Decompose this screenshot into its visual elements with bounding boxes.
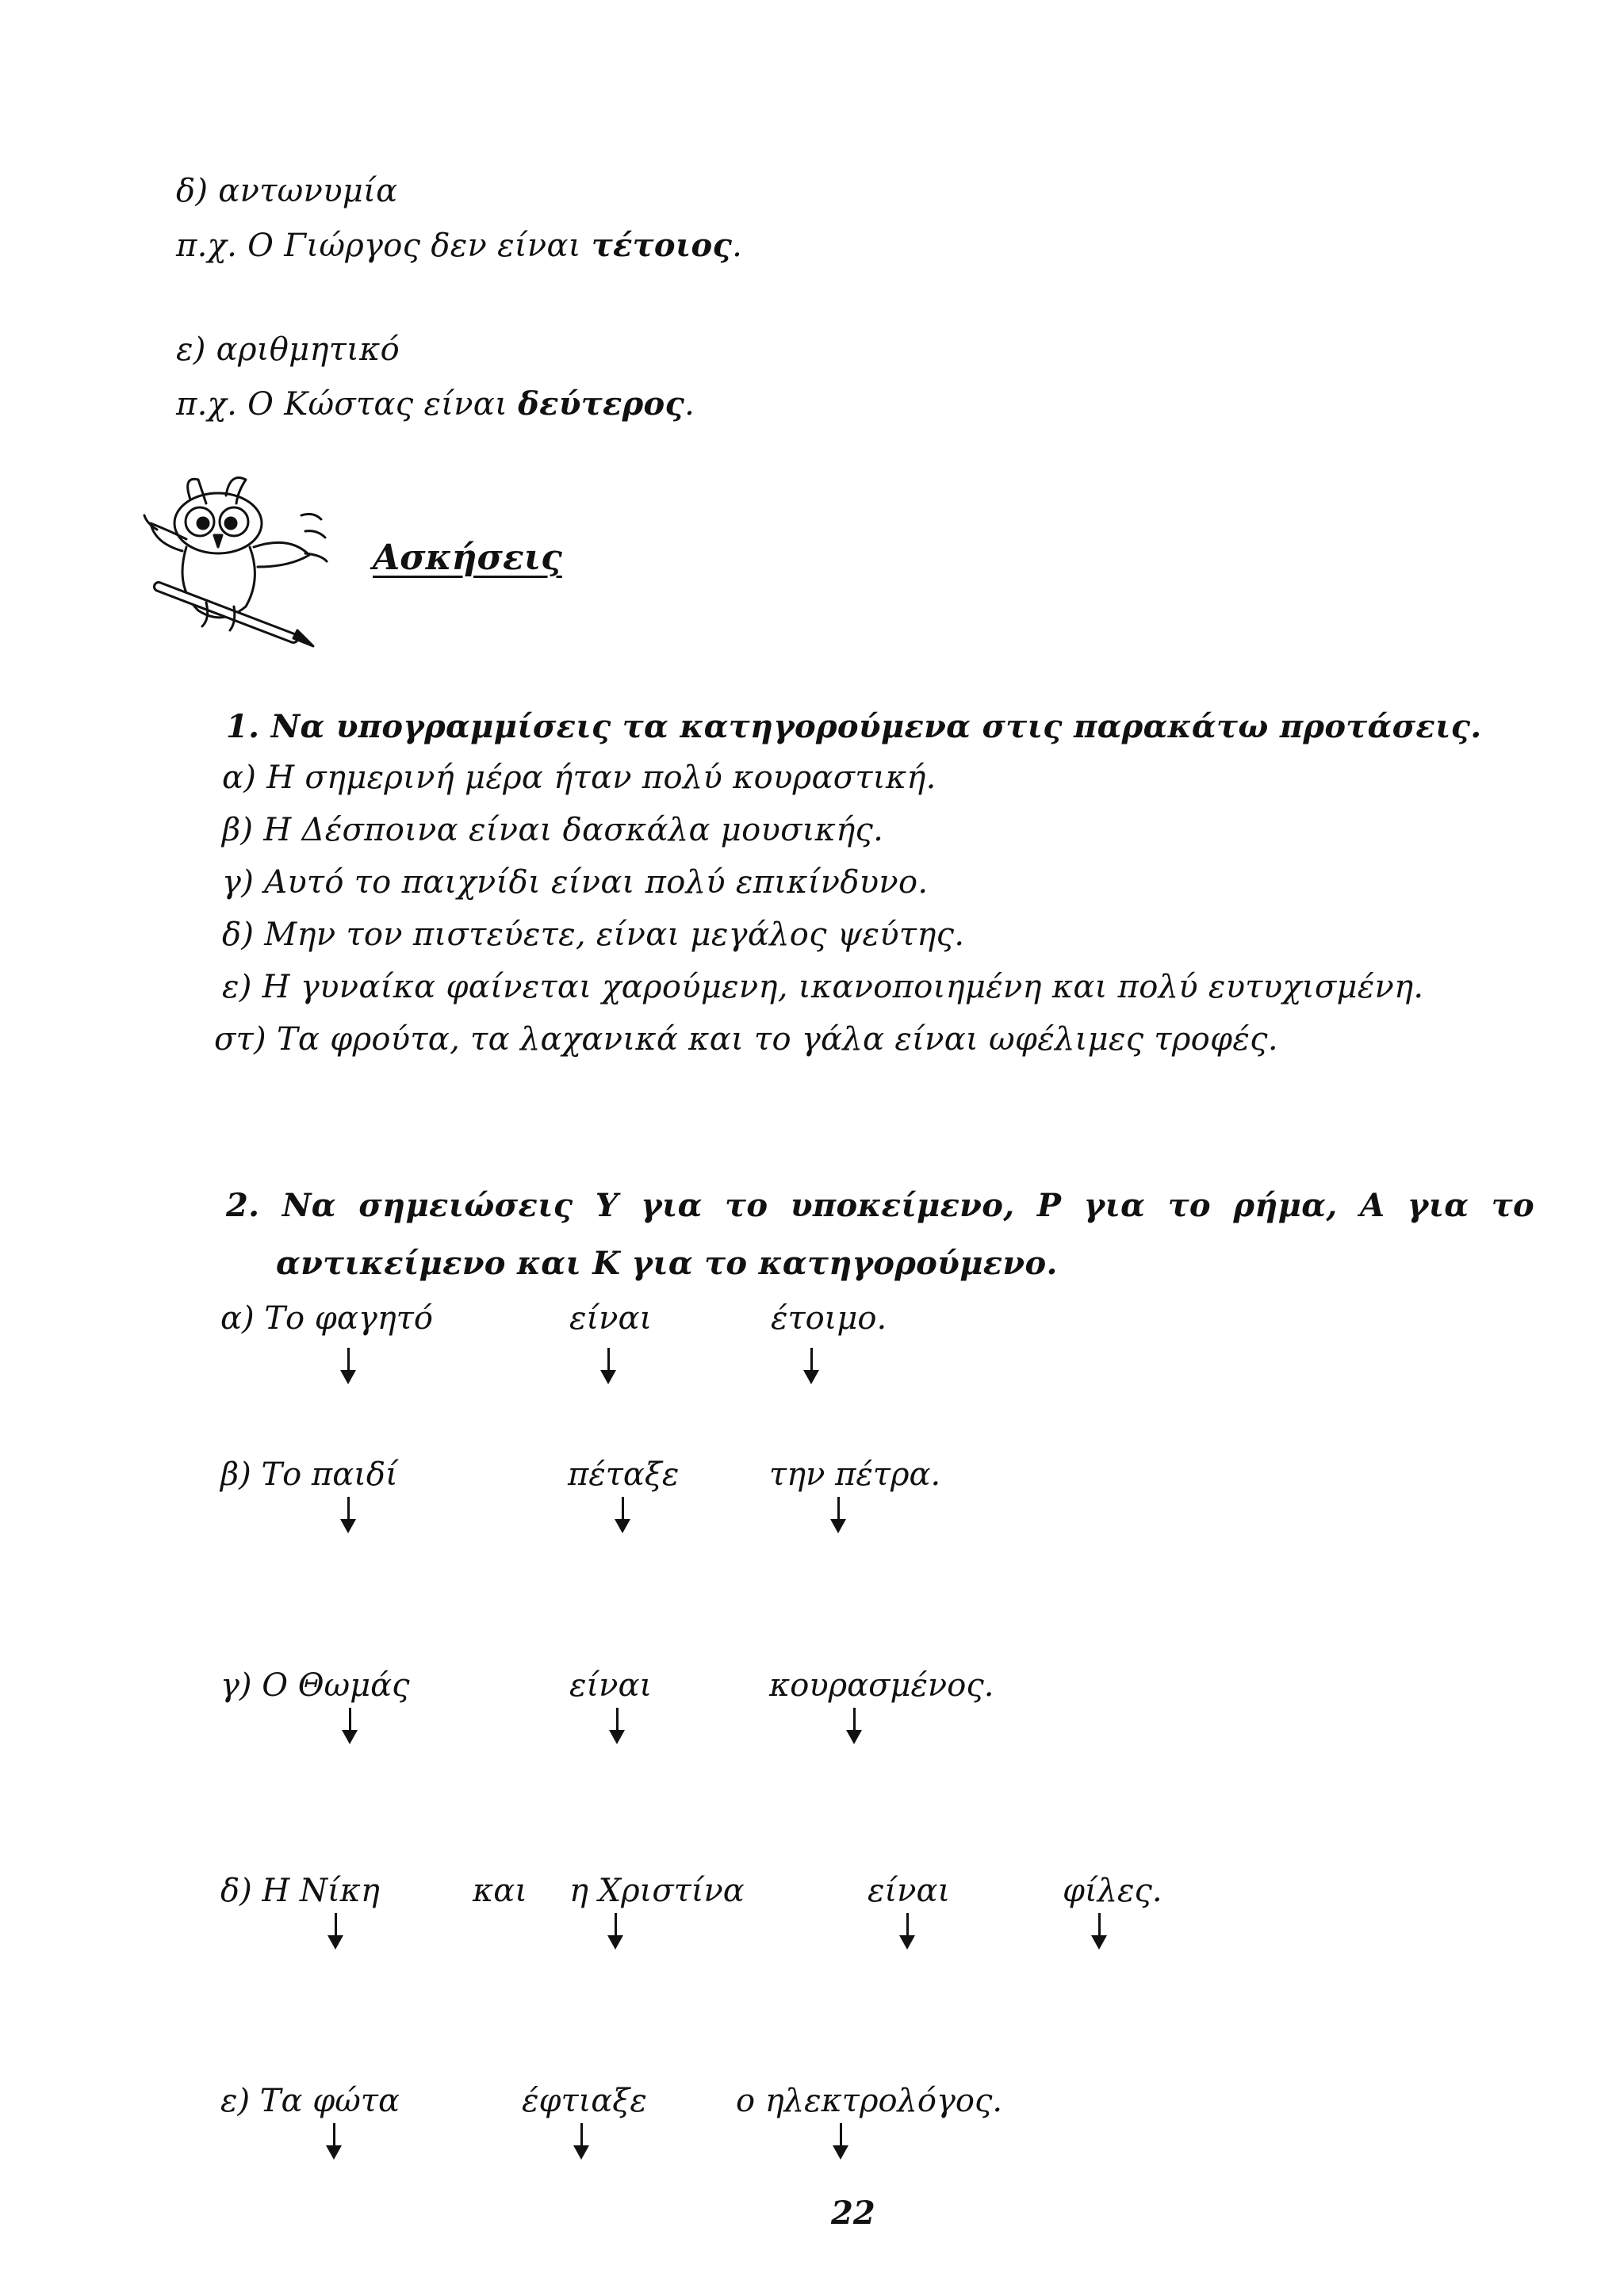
numeral-heading: ε) αριθμητικό bbox=[176, 331, 400, 368]
page-number: 22 bbox=[831, 2195, 875, 2232]
down-arrow-icon bbox=[609, 1708, 625, 1744]
down-arrow-icon bbox=[326, 2123, 342, 2160]
sentence-d-word: και bbox=[473, 1873, 527, 1909]
numeral-example-end: . bbox=[684, 386, 695, 423]
exercise2-title-cont: αντικείμενο και Κ για το κατηγορούμενο. bbox=[276, 1245, 1058, 1282]
sentence-e-word: ε) Τα φώτα bbox=[220, 2083, 400, 2119]
sentence-c-word: κουρασμένος. bbox=[769, 1667, 994, 1704]
exercises-heading: Ασκήσεις bbox=[373, 538, 562, 578]
down-arrow-icon bbox=[340, 1497, 356, 1533]
sentence-d-word: είναι bbox=[868, 1873, 951, 1909]
sentence-d-word: δ) Η Νίκη bbox=[220, 1873, 380, 1909]
sentence-a-word: είναι bbox=[569, 1300, 653, 1337]
exercise1-item: β) Η Δέσποινα είναι δασκάλα μουσικής. bbox=[222, 812, 884, 848]
sentence-c-word: γ) Ο Θωμάς bbox=[220, 1667, 410, 1704]
exercise2-title: 2. Να σημειώσεις Υ για το υποκείμενο, Ρ για το ρήμα, Α για το bbox=[226, 1187, 1534, 1224]
exercise1-title: 1. Να υπογραμμίσεις τα κατηγορούμενα στις παρακάτω προτάσεις. bbox=[226, 708, 1482, 745]
sentence-e-word: ο ηλεκτρολόγος. bbox=[736, 2083, 1003, 2119]
sentence-c-word: είναι bbox=[569, 1667, 653, 1704]
pronoun-example bbox=[176, 227, 742, 264]
exercise1-item: γ) Αυτό το παιχνίδι είναι πολύ επικίνδυνο. bbox=[222, 864, 929, 901]
sentence-a-word: α) Το φαγητό bbox=[220, 1300, 433, 1337]
numeral-example-highlight: δεύτερος bbox=[518, 385, 685, 423]
sentence-b-word: πέταξε bbox=[568, 1456, 680, 1493]
down-arrow-icon bbox=[899, 1913, 915, 1950]
sentence-b-word: την πέτρα. bbox=[769, 1456, 941, 1493]
sentence-e-word: έφτιαξε bbox=[522, 2083, 647, 2119]
exercise1-item: δ) Μην τον πιστεύετε, είναι μεγάλος ψεύτης. bbox=[222, 916, 965, 953]
owl-with-pencil-icon bbox=[143, 468, 341, 650]
numeral-example bbox=[176, 385, 695, 423]
down-arrow-icon bbox=[327, 1913, 343, 1950]
sentence-d-word: η Χριστίνα bbox=[569, 1873, 745, 1909]
exercise1-item: ε) Η γυναίκα φαίνεται χαρούμενη, ικανοποιημένη και πολύ ευτυχισμένη. bbox=[222, 969, 1424, 1005]
down-arrow-icon bbox=[833, 2123, 848, 2160]
sentence-b-word: β) Το παιδί bbox=[220, 1456, 398, 1493]
down-arrow-icon bbox=[830, 1497, 846, 1533]
down-arrow-icon bbox=[803, 1348, 819, 1384]
down-arrow-icon bbox=[340, 1348, 356, 1384]
down-arrow-icon bbox=[600, 1348, 616, 1384]
pronoun-example-end: . bbox=[732, 228, 743, 264]
down-arrow-icon bbox=[573, 2123, 589, 2160]
down-arrow-icon bbox=[846, 1708, 862, 1744]
pronoun-example-text: π.χ. Ο Γιώργος δεν είναι bbox=[176, 228, 592, 264]
sentence-a-word: έτοιμο. bbox=[771, 1300, 887, 1337]
sentence-d-word: φίλες. bbox=[1063, 1873, 1162, 1909]
down-arrow-icon bbox=[607, 1913, 623, 1950]
down-arrow-icon bbox=[342, 1708, 358, 1744]
pronoun-heading: δ) αντωνυμία bbox=[176, 173, 398, 209]
exercise1-item: στ) Τα φρούτα, τα λαχανικά και το γάλα είναι ωφέλιμες τροφές. bbox=[214, 1021, 1278, 1058]
pronoun-example-highlight: τέτοιος bbox=[591, 227, 733, 264]
numeral-example-text: π.χ. Ο Κώστας είναι bbox=[176, 386, 519, 423]
down-arrow-icon bbox=[615, 1497, 630, 1533]
exercise1-item: α) Η σημερινή μέρα ήταν πολύ κουραστική. bbox=[222, 760, 936, 796]
down-arrow-icon bbox=[1091, 1913, 1107, 1950]
